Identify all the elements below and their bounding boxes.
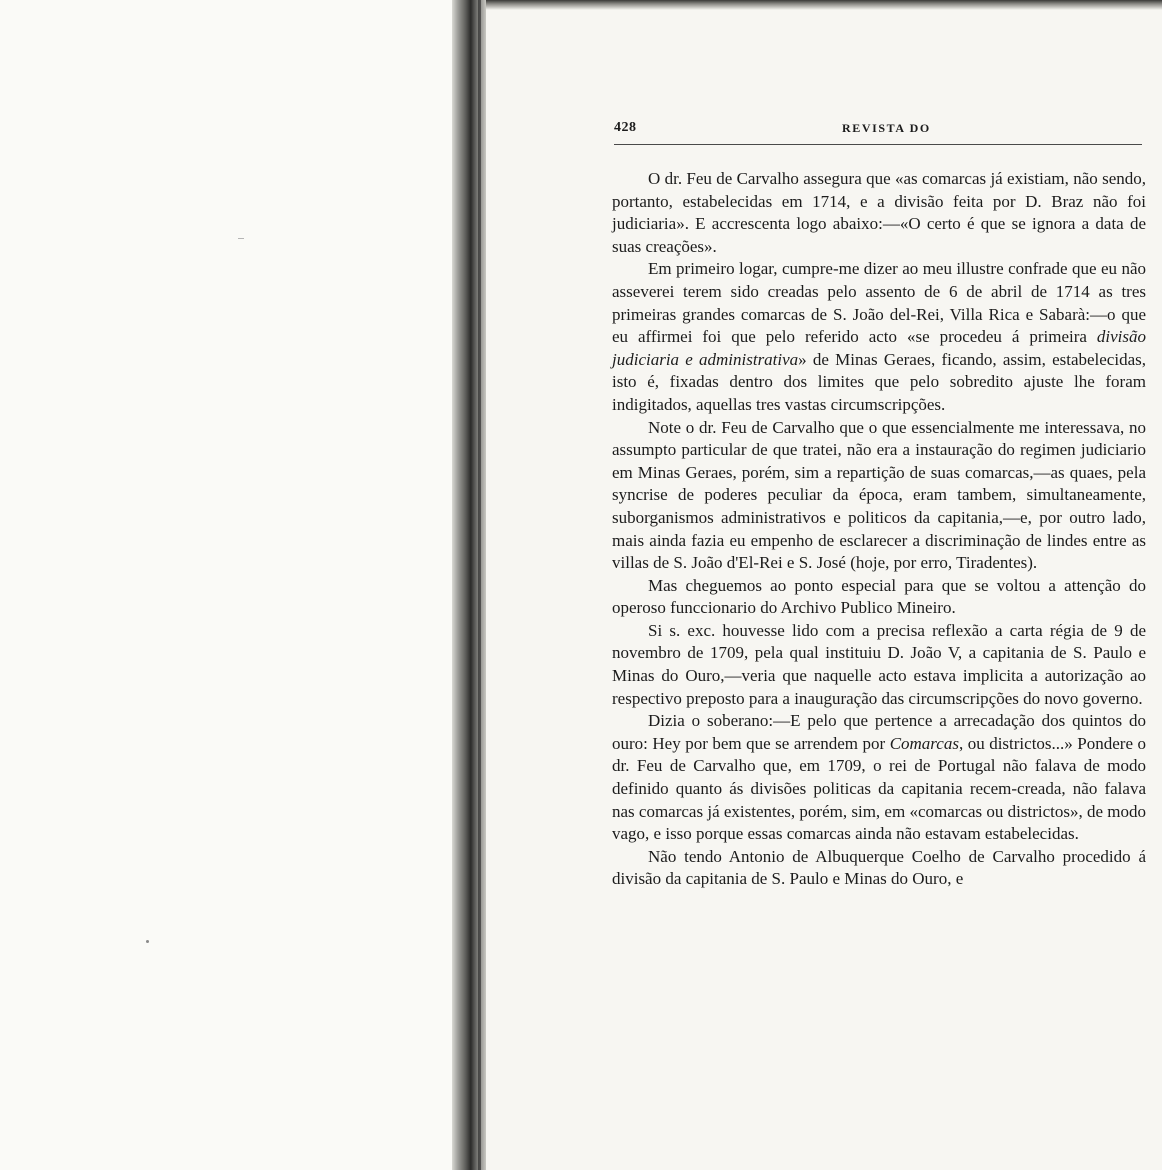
- gutter-shadow-line: [478, 0, 481, 1170]
- paragraph-6-text-a: Dizia o soberano:—E pelo que pertence a arrecadação dos quintos do ouro: Hey por bem que se arrendem por: [612, 711, 1146, 753]
- page-top-edge: [486, 0, 1162, 10]
- paragraph-4: Mas cheguemos ao ponto especial para que se voltou a attenção do operoso funccionario do Archivo Publico Mineiro.: [612, 575, 1146, 618]
- paragraph-6-italic: Comarcas: [889, 733, 959, 753]
- paragraph-7: Não tendo Antonio de Albuquerque Coelho de Carvalho procedido á divisão da capitania de S. Paulo e Minas do Ouro, e: [612, 846, 1146, 889]
- paragraph-3: Note o dr. Feu de Carvalho que o que essencialmente me interessava, no assumpto particular de que tratei, não era a instauração do regimen judiciario em Minas Geraes, porém, sim a repartição de suas comarcas,—as quaes, pela syncrise de poderes peculiar da época, eram tambem, simultaneamente, suborganismos administrativos e politicos da capitania,—e, por outro lado, mais ainda fazia eu empenho de esclarecer a discriminação de lindes entre as villas de S. João d'El-Rei e S. José (hoje, por erro, Tiradentes).: [612, 417, 1146, 573]
- blank-left-page: [0, 0, 452, 1170]
- paragraph-6: [612, 710, 1146, 846]
- paragraph-2-italic: divisão judiciaria e administrativa: [612, 327, 1146, 369]
- running-head: [614, 118, 1142, 145]
- printed-page: [486, 10, 1162, 1170]
- paragraph-2-text-a: Em primeiro logar, cumpre-me dizer ao meu illustre confrade que eu não asseverei terem sido creadas pelo assento de 6 de abril de 1714 as tres primeiras grandes comarcas de S. João del-Rei, Villa Rica e Sabarà:—o que eu affirmei foi que pelo referido acto «se procedeu á primeira: [612, 259, 1146, 347]
- paragraph-2-text-b: » de Minas Geraes, ficando, assim, estabelecidas, isto é, fixadas dentro dos limites que pelo sobredito ajuste lhe foram indigitados, aquellas tres vastas circumscripções.: [612, 349, 1146, 414]
- body-text: [612, 168, 1146, 891]
- paragraph-5: Si s. exc. houvesse lido com a precisa reflexão a carta régia de 9 de novembro de 1709, pela qual instituiu D. João V, a capitania de S. Paulo e Minas do Ouro,—veria que naquelle acto estava implicita a autorização ao respectivo preposto para a inauguração das circumscripções do novo governo.: [612, 620, 1146, 708]
- paper-speck: [238, 238, 244, 239]
- paragraph-6-text-b: , ou districtos...» Pondere o dr. Feu de Carvalho que, em 1709, o rei de Portugal não falava de modo definido quanto ás divisões politicas da capitania recem-creada, não falava nas comarcas já existentes, porém, sim, em «comarcas ou districtos», de modo vago, e isso porque essas comarcas ainda não estavam estabelecidas.: [612, 733, 1146, 844]
- paper-speck: [146, 940, 149, 943]
- paragraph-1: O dr. Feu de Carvalho assegura que «as comarcas já existiam, não sendo, portanto, estabelecidas em 1714, e a divisão feita por D. Braz não foi judiciaria». E accrescenta logo abaixo:—«O certo é que se ignora a data de suas creações».: [612, 169, 1146, 256]
- journal-title: REVISTA DO: [842, 121, 931, 135]
- page-number: 428: [614, 120, 637, 135]
- paragraph-2: [612, 258, 1146, 416]
